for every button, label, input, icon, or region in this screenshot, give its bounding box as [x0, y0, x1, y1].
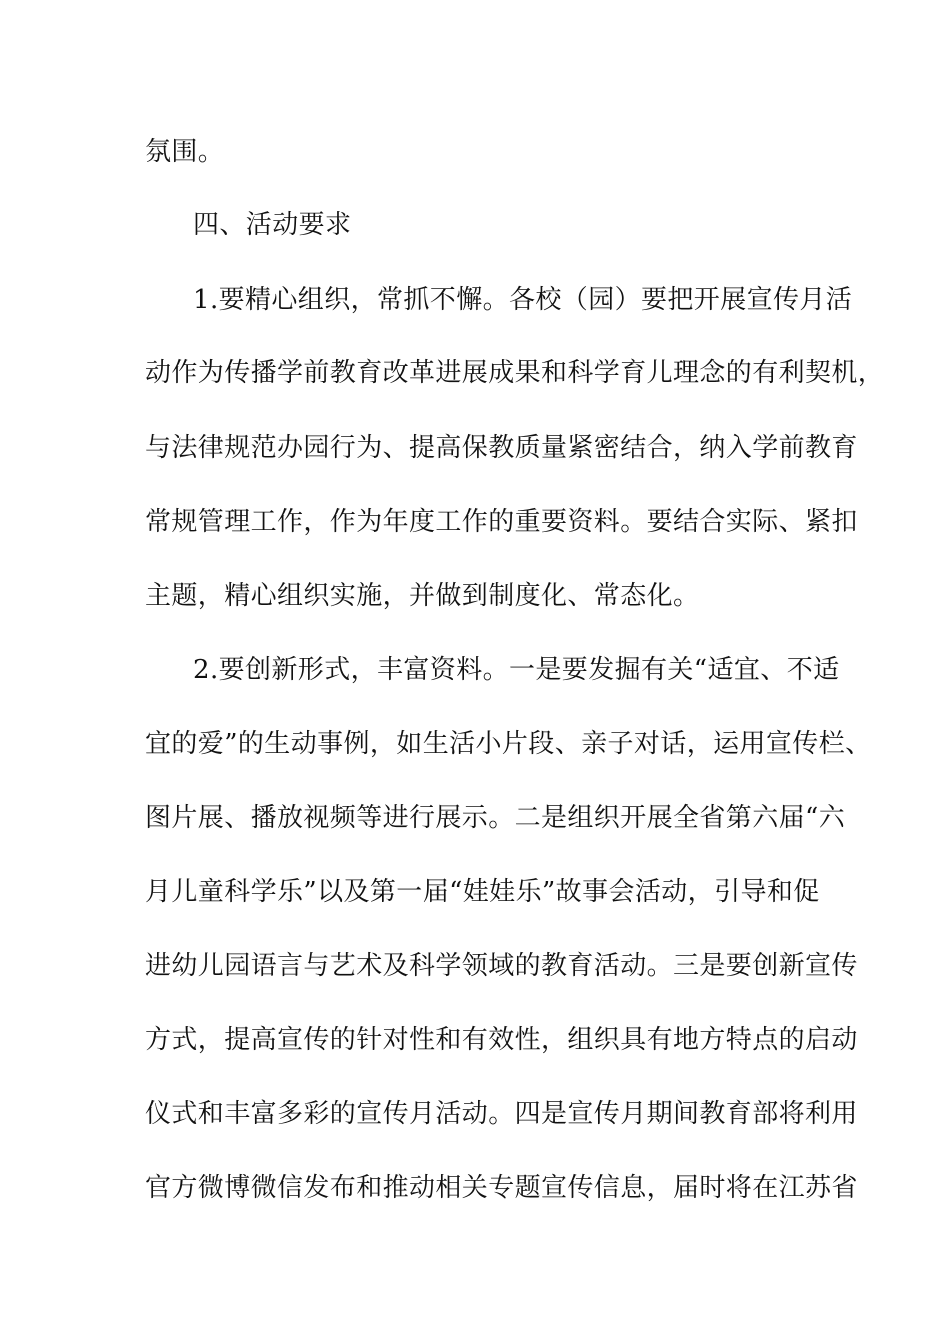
paragraph-2-line-6: 方式，提高宣传的针对性和有效性，组织具有地方特点的启动 — [145, 1025, 858, 1055]
paragraph-2-line-1: 2.要创新形式，丰富资料。一是要发掘有关“适宜、不适 — [193, 655, 840, 685]
paragraph-1-line-1: 1.要精心组织，常抓不懈。各校（园）要把开展宣传月活 — [193, 285, 853, 315]
section-heading: 四、活动要求 — [193, 210, 352, 240]
paragraph-1-line-3: 与法律规范办园行为、提高保教质量紧密结合，纳入学前教育 — [145, 433, 858, 463]
paragraph-2-line-4: 月儿童科学乐”以及第一届“娃娃乐”故事会活动，引导和促 — [145, 877, 820, 907]
paragraph-2-line-3: 图片展、播放视频等进行展示。二是组织开展全省第六届“六 — [145, 803, 846, 833]
paragraph-1-line-5: 主题，精心组织实施，并做到制度化、常态化。 — [145, 581, 700, 611]
paragraph-2-line-2: 宜的爱”的生动事例，如生活小片段、亲子对话，运用宣传栏、 — [145, 729, 872, 759]
paragraph-line-continuation: 氛围。 — [145, 137, 225, 167]
paragraph-2-line-7: 仪式和丰富多彩的宣传月活动。四是宣传月期间教育部将利用 — [145, 1099, 858, 1129]
paragraph-1-line-2: 动作为传播学前教育改革进展成果和科学育儿理念的有利契机， — [145, 358, 885, 388]
paragraph-1-line-4: 常规管理工作，作为年度工作的重要资料。要结合实际、紧扣 — [145, 507, 858, 537]
paragraph-2-line-8: 官方微博微信发布和推动相关专题宣传信息，届时将在江苏省 — [145, 1173, 858, 1203]
paragraph-2-line-5: 进幼儿园语言与艺术及科学领域的教育活动。三是要创新宣传 — [145, 951, 858, 981]
